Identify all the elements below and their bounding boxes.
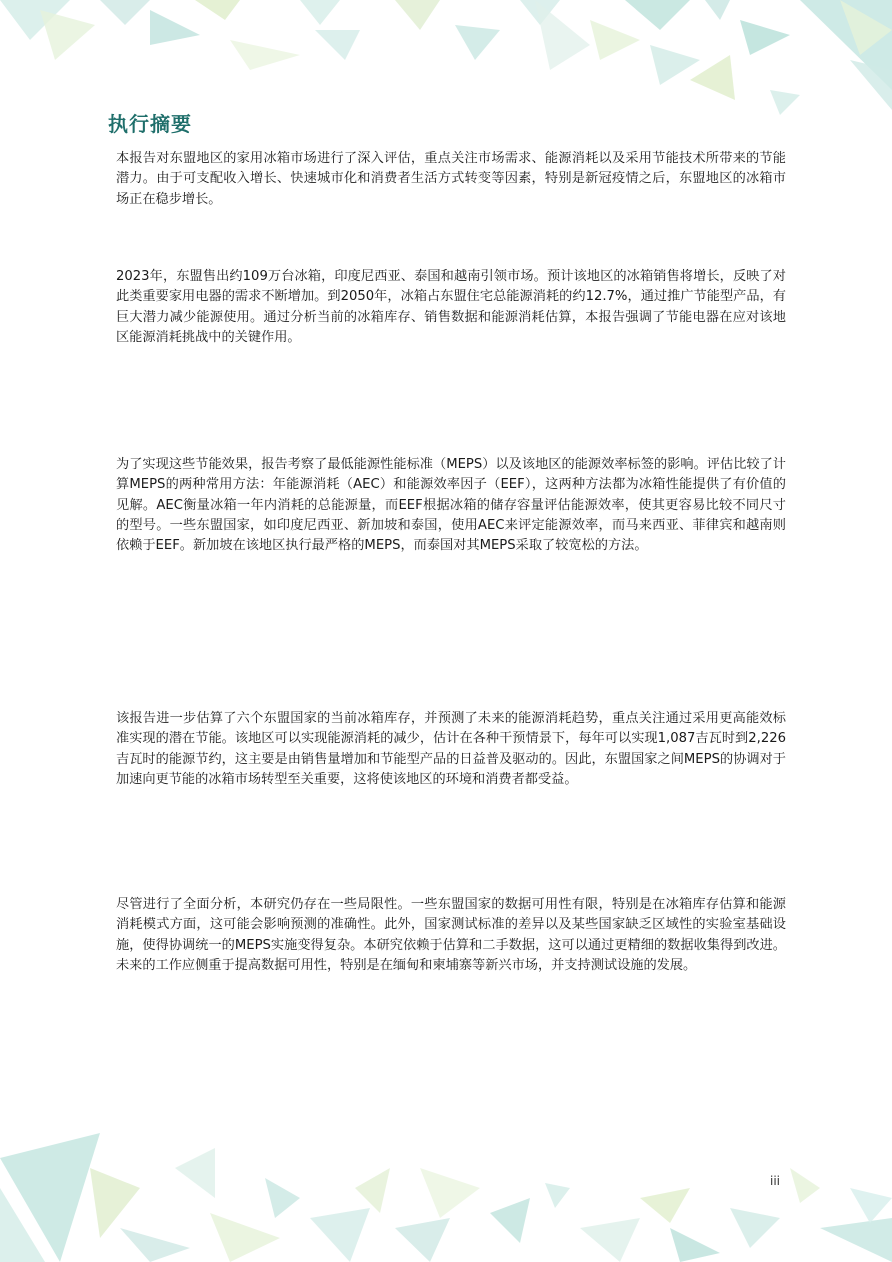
page-number: iii — [770, 1174, 781, 1188]
summary-paragraph-4: 该报告进一步估算了六个东盟国家的当前冰箱库存，并预测了未来的能源消耗趋势，重点关注通过采用更高能效标准实现的潜在节能。该地区可以实现能源消耗的减少，估计在各种干预情景下，每年可以实现1,087吉瓦时到2,226吉瓦时的能源节约，这主要是由销售量增加和节能型产品的日益普及驱动的。因此，东盟国家之间MEPS的协调对于加速向更节能的冰箱市场转型至关重要，这将使该地区的环境和消费者都受益。 — [116, 711, 786, 787]
top-triangle-decoration — [0, 0, 892, 125]
summary-paragraph-1: 本报告对东盟地区的家用冰箱市场进行了深入评估，重点关注市场需求、能源消耗以及采用节能技术所带来的节能潜力。由于可支配收入增长、快速城市化和消费者生活方式转变等因素，特别是新冠疫情之后，东盟地区的冰箱市场正在稳步增长。 — [116, 151, 786, 207]
bottom-triangle-decoration — [0, 1128, 892, 1262]
summary-paragraph-2: 2023年，东盟售出约109万台冰箱，印度尼西亚、泰国和越南引领市场。预计该地区的冰箱销售将增长，反映了对此类重要家用电器的需求不断增加。到2050年，冰箱占东盟住宅总能源消耗的约12.7%，通过推广节能型产品，有巨大潜力减少能源使用。通过分析当前的冰箱库存、销售数据和能源消耗估算，本报告强调了节能电器在应对该地区能源消耗挑战中的关键作用。 — [116, 269, 786, 345]
summary-paragraph-3: 为了实现这些节能效果，报告考察了最低能源性能标准（MEPS）以及该地区的能源效率标签的影响。评估比较了计算MEPS的两种常用方法：年能源消耗（AEC）和能源效率因子（EEF），这两种方法都为冰箱性能提供了有价值的见解。AEC衡量冰箱一年内消耗的总能源量，而EEF根据冰箱的储存容量评估能源效率，使其更容易比较不同尺寸的型号。一些东盟国家，如印度尼西亚、新加坡和泰国，使用AEC来评定能源效率，而马来西亚、菲律宾和越南则依赖于EEF。新加坡在该地区执行最严格的MEPS，而泰国对其MEPS采取了较宽松的方法。 — [116, 457, 786, 554]
summary-paragraph-5: 尽管进行了全面分析，本研究仍存在一些局限性。一些东盟国家的数据可用性有限，特别是在冰箱库存估算和能源消耗模式方面，这可能会影响预测的准确性。此外，国家测试标准的差异以及某些国家缺乏区域性的实验室基础设施，使得协调统一的MEPS实施变得复杂。本研究依赖于估算和二手数据，这可以通过更精细的数据收集得到改进。未来的工作应侧重于提高数据可用性，特别是在缅甸和柬埔寨等新兴市场，并支持测试设施的发展。 — [116, 897, 786, 973]
page-title: 执行摘要 — [108, 112, 192, 136]
